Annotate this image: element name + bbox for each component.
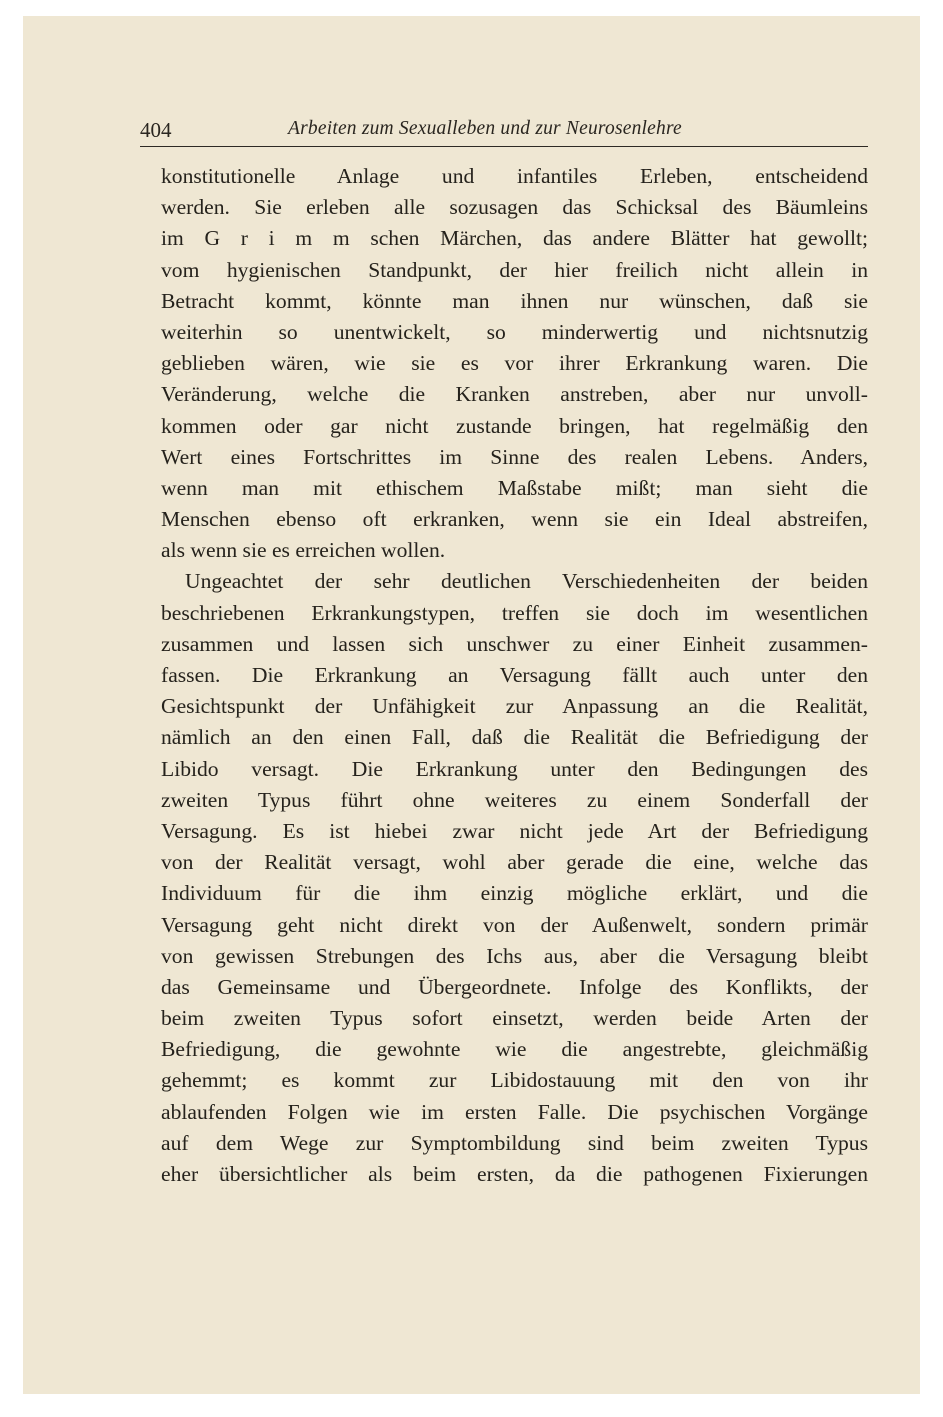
text-line: beim zweiten Typus sofort einsetzt, werden beide Arten der xyxy=(161,1006,868,1031)
text-line: Versagung geht nicht direkt von der Außenwelt, sondern primär xyxy=(161,912,868,937)
text-line: fassen. Die Erkrankung an Versagung fällt auch unter den xyxy=(161,663,868,687)
text-line: werden. Sie erleben alle sozusagen das Schicksal des Bäumleins xyxy=(161,195,868,220)
page-header xyxy=(140,116,868,147)
text-line: als wenn sie es erreichen wollen. xyxy=(161,538,446,563)
text-line: ablaufenden Folgen wie im ersten Falle. Die psychischen Vorgänge xyxy=(161,1099,868,1124)
text-line: von der Realität versagt, wohl aber gerade die eine, welche das xyxy=(161,850,868,875)
text-line: Libido versagt. Die Erkrankung unter den Bedingungen des xyxy=(161,756,868,781)
text-line: Gesichtspunkt der Unfähigkeit zur Anpassung an die Realität, xyxy=(161,694,868,719)
text-line: Menschen ebenso oft erkranken, wenn sie ein Ideal abstreifen, xyxy=(161,507,868,532)
text-line: weiterhin so unentwickelt, so minderwertig und nichtsnutzig xyxy=(161,319,868,344)
paragraph-2 xyxy=(161,566,868,1190)
body-text xyxy=(161,161,868,1190)
text-line: auf dem Wege zur Symptombildung sind beim zweiten Typus xyxy=(161,1130,868,1155)
running-head: Arbeiten zum Sexualleben und zur Neurosenlehre xyxy=(288,118,682,139)
text-line: gehemmt; es kommt zur Libidostauung mit den von ihr xyxy=(161,1068,868,1093)
text-line: wenn man mit ethischem Maßstabe mißt; man sieht die xyxy=(161,475,868,500)
text-line: nämlich an den einen Fall, daß die Realität die Befriedigung der xyxy=(161,725,868,750)
text-line: von gewissen Strebungen des Ichs aus, aber die Versagung bleibt xyxy=(161,943,868,968)
paragraph-1 xyxy=(161,161,868,566)
text-line: Wert eines Fortschrittes im Sinne des realen Lebens. Anders, xyxy=(161,444,868,469)
text-line: beschriebenen Erkrankungstypen, treffen sie doch im wesentlichen xyxy=(161,600,868,625)
page-number: 404 xyxy=(140,118,172,142)
text-line: im G r i m m schen Märchen, das andere Blätter hat gewollt; xyxy=(161,226,868,251)
text-line: eher übersichtlicher als beim ersten, da die pathogenen Fixierungen xyxy=(161,1162,868,1186)
text-line: kommen oder gar nicht zustande bringen, hat regelmäßig den xyxy=(161,413,868,438)
text-line: Individuum für die ihm einzig mögliche erklärt, und die xyxy=(161,881,868,906)
text-line: geblieben wären, wie sie es vor ihrer Erkrankung waren. Die xyxy=(161,351,868,376)
text-line: Versagung. Es ist hiebei zwar nicht jede Art der Befriedigung xyxy=(161,818,868,843)
text-line: Befriedigung, die gewohnte wie die angestrebte, gleichmäßig xyxy=(161,1037,868,1062)
text-line: Veränderung, welche die Kranken anstreben, aber nur unvoll- xyxy=(161,382,868,407)
text-line: zweiten Typus führt ohne weiteres zu einem Sonderfall der xyxy=(161,787,868,812)
text-line: Betracht kommt, könnte man ihnen nur wünschen, daß sie xyxy=(161,288,868,313)
text-line: das Gemeinsame und Übergeordnete. Infolge des Konflikts, der xyxy=(161,974,868,999)
text-line: vom hygienischen Standpunkt, der hier freilich nicht allein in xyxy=(161,257,868,282)
text-line: konstitutionelle Anlage und infantiles Erleben, entscheidend xyxy=(161,164,868,188)
text-line: zusammen und lassen sich unschwer zu einer Einheit zusammen- xyxy=(161,631,868,656)
text-line: Ungeachtet der sehr deutlichen Verschiedenheiten der beiden xyxy=(185,569,868,594)
